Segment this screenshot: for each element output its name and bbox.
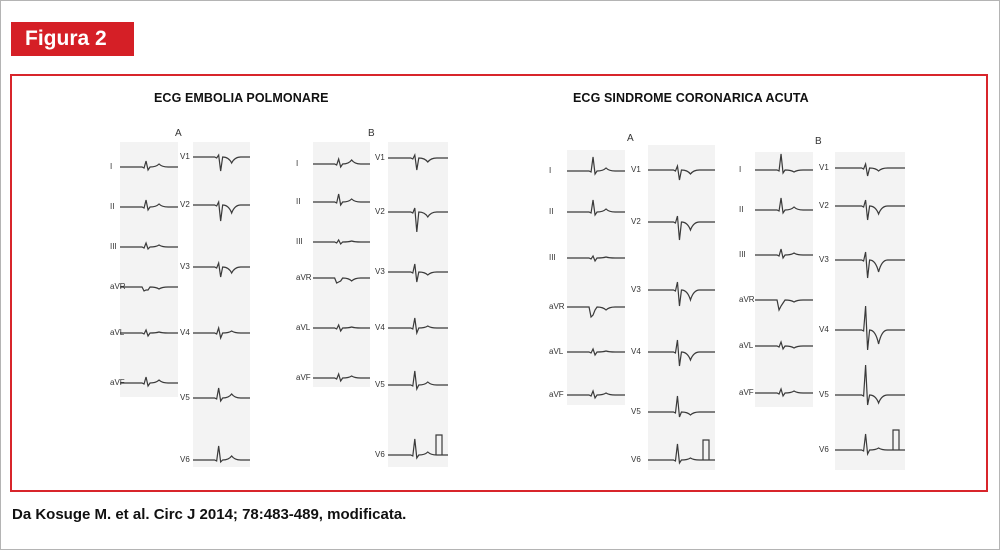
left-a-limb-lead-label-avr: aVR bbox=[110, 282, 126, 291]
strip-bg bbox=[193, 142, 250, 467]
strip-bg bbox=[835, 152, 905, 470]
right-b-chest-lead-label-v3: V3 bbox=[819, 255, 829, 264]
right-a-chest-lead-label-v6: V6 bbox=[631, 455, 641, 464]
right-a-chest-lead-label-v4: V4 bbox=[631, 347, 641, 356]
right-b-chest-lead-label-v5: V5 bbox=[819, 390, 829, 399]
left-b-limb-lead-label-ii: II bbox=[296, 197, 301, 206]
right-a-limb-lead-label-avr: aVR bbox=[549, 302, 565, 311]
left-a-chest-lead-label-v4: V4 bbox=[180, 328, 190, 337]
right-a-limb-lead-label-avl: aVL bbox=[549, 347, 564, 356]
left-a-limb-lead-label-ii: II bbox=[110, 202, 115, 211]
left-panel-title: ECG EMBOLIA POLMONARE bbox=[154, 91, 329, 105]
right-a-limb-lead-label-ii: II bbox=[549, 207, 554, 216]
right-a-limb-lead-label-avf: aVF bbox=[549, 390, 564, 399]
right-b-limb-lead-label-iii: III bbox=[739, 250, 746, 259]
strip-bg bbox=[120, 142, 178, 397]
left-a-chest-lead-label-v5: V5 bbox=[180, 393, 190, 402]
right-b-chest-lead-label-v6: V6 bbox=[819, 445, 829, 454]
left-a-chest-lead-label-v1: V1 bbox=[180, 152, 190, 161]
left-b-chest-lead-label-v6: V6 bbox=[375, 450, 385, 459]
strip-bg bbox=[567, 150, 625, 405]
right-b-chest-lead-label-v4: V4 bbox=[819, 325, 829, 334]
right-b-chest-lead-label-v2: V2 bbox=[819, 201, 829, 210]
figure-label: Figura 2 bbox=[11, 22, 134, 56]
left-b-limb-lead-label-avl: aVL bbox=[296, 323, 311, 332]
left-b-limb-lead-label-i: I bbox=[296, 159, 299, 168]
right-b-limb-lead-label-avl: aVL bbox=[739, 341, 754, 350]
left-a-limb-lead-label-avl: aVL bbox=[110, 328, 125, 337]
right-b-limb-lead-label-ii: II bbox=[739, 205, 744, 214]
right-a-limb-lead-label-i: I bbox=[549, 166, 552, 175]
left-b-limb-lead-label-avf: aVF bbox=[296, 373, 311, 382]
right-b-limb-lead-label-i: I bbox=[739, 165, 742, 174]
left-b-chest-lead-label-v4: V4 bbox=[375, 323, 385, 332]
strip-bg bbox=[755, 152, 813, 407]
left-b-chest-lead-label-v3: V3 bbox=[375, 267, 385, 276]
left-a-limb-lead-label-avf: aVF bbox=[110, 378, 125, 387]
left-b-chest-lead-label-v5: V5 bbox=[375, 380, 385, 389]
right-a-chest-lead-label-v5: V5 bbox=[631, 407, 641, 416]
left-b-chest-lead-label-v2: V2 bbox=[375, 207, 385, 216]
strip-bg bbox=[648, 145, 715, 470]
left-b-limb-lead-label-avr: aVR bbox=[296, 273, 312, 282]
left-b-chest-lead-label-v1: V1 bbox=[375, 153, 385, 162]
left-a-limb-lead-label-i: I bbox=[110, 162, 113, 171]
right-a-chest-lead-label-v3: V3 bbox=[631, 285, 641, 294]
right-b-limb-lead-label-avr: aVR bbox=[739, 295, 755, 304]
strip-bg bbox=[388, 142, 448, 467]
figure-caption: Da Kosuge M. et al. Circ J 2014; 78:483-489, modificata. bbox=[12, 506, 407, 523]
left-a-limb-lead-label-iii: III bbox=[110, 242, 117, 251]
left-a-chest-lead-label-v2: V2 bbox=[180, 200, 190, 209]
right-a-label: A bbox=[627, 133, 634, 144]
left-a-chest-lead-label-v3: V3 bbox=[180, 262, 190, 271]
right-b-limb-lead-label-avf: aVF bbox=[739, 388, 754, 397]
left-a-label: A bbox=[175, 128, 182, 139]
right-b-label: B bbox=[815, 136, 822, 147]
left-b-label: B bbox=[368, 128, 375, 139]
right-b-chest-lead-label-v1: V1 bbox=[819, 163, 829, 172]
right-a-limb-lead-label-iii: III bbox=[549, 253, 556, 262]
strip-bg bbox=[313, 142, 370, 387]
left-a-chest-lead-label-v6: V6 bbox=[180, 455, 190, 464]
left-b-limb-lead-label-iii: III bbox=[296, 237, 303, 246]
right-panel-title: ECG SINDROME CORONARICA ACUTA bbox=[573, 91, 809, 105]
right-a-chest-lead-label-v2: V2 bbox=[631, 217, 641, 226]
right-a-chest-lead-label-v1: V1 bbox=[631, 165, 641, 174]
